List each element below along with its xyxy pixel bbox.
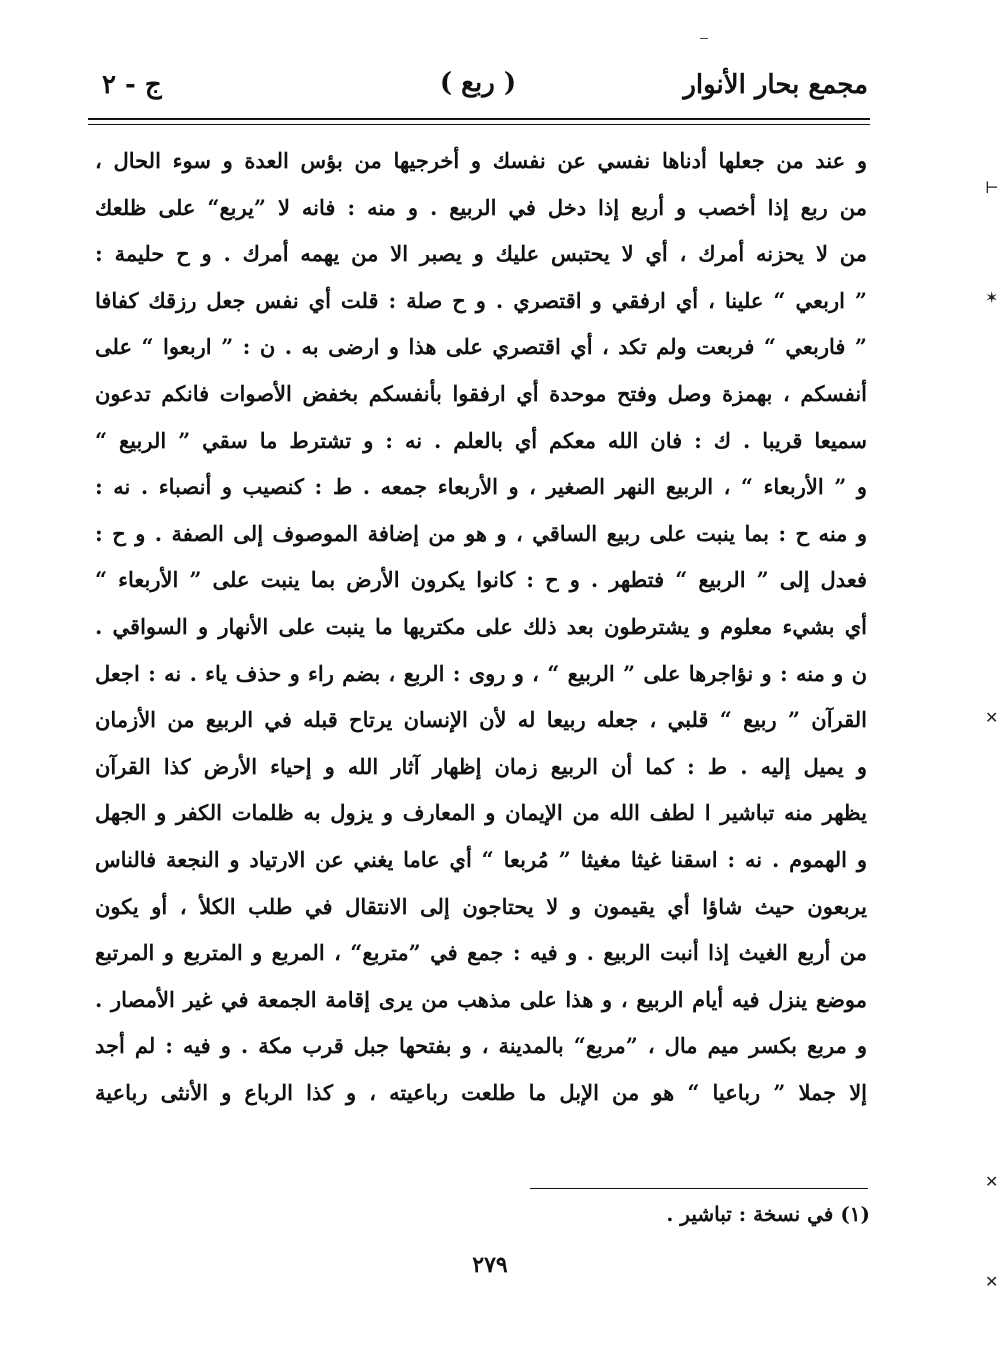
- header-rule-thick: [88, 118, 870, 120]
- margin-mark: ✕: [985, 708, 999, 727]
- text-line: سميعا قريبا . ك : فان الله معكم أي بالعلم . نه : و تشترط ما سقي ” الربيع “: [95, 427, 867, 453]
- page-number: ٢٧٩: [472, 1252, 508, 1278]
- text-line: أي بشيء معلوم و يشترطون بعد ذلك على مكتريها ما ينبت على الأنهار و السواقي .: [95, 613, 867, 639]
- text-line: من لا يحزنه أمرك ، أي لا يحتبس عليك و يصبر الا من يهمه أمرك . و ح حليمة :: [95, 241, 867, 267]
- text-line: و منه ح : بما ينبت على ربيع الساقي ، و هو من إضافة الموصوف إلى الصفة . و ح :: [95, 520, 867, 546]
- text-line: إلا جملا ” رباعيا “ هو من الإبل ما طلعت رباعيته ، و كذا الرباع و الأنثى رباعية: [95, 1079, 867, 1105]
- main-text: [95, 138, 867, 1116]
- text-line: القرآن ” ربيع “ قلبي ، جعله ربيعا له لأن الإنسان يرتاح قبله في الربيع من الأزمان: [95, 707, 867, 733]
- footnote-rule: [530, 1188, 868, 1189]
- entry-word: ( ربع ): [439, 68, 517, 98]
- text-line: أنفسكم ، بهمزة وصل وفتح موحدة أي ارفقوا بأنفسكم بخفض الأصوات فانكم تدعون: [95, 380, 867, 406]
- text-line: من ربع إذا أخصب و أربع إذا دخل في الربيع . و منه : فانه لا ”يربع“ على ظلعك: [95, 194, 867, 220]
- text-line: موضع ينزل فيه أيام الربيع ، و هذا على مذهب من يرى إقامة الجمعة في غير الأمصار .: [95, 986, 867, 1012]
- text-line: و عند من جعلها أدناها نفسي عن نفسك و أخرجيها من بؤس العدة و سوء الحال ،: [95, 148, 867, 173]
- text-line: فعدل إلى ” الربيع “ فتطهر . و ح : كانوا يكرون الأرض بما ينبت على ” الأربعاء “: [95, 567, 867, 593]
- text-line: و مربع بكسر ميم مال ، ”مربع“ بالمدينة ، و بفتحها جبل قرب مكة . و فيه : لم أجد: [95, 1033, 867, 1059]
- text-line: و الهموم . نه : اسقنا غيثا مغيثا ” مُربعا “ أي عاما يغني عن الارتياد و النجعة فالناس: [95, 846, 867, 872]
- text-line: من أربع الغيث إذا أنبت الربيع . و فيه : جمع في ”متربع“ ، المربع و المتربع و المرتبع: [95, 940, 867, 966]
- text-line: يربعون حيث شاؤا أي يقيمون و لا يحتاجون إلى الانتقال في طلب الكلأ ، أو يكون: [95, 893, 867, 919]
- volume-number: ج - ٢: [102, 70, 162, 100]
- scan-dash: [700, 38, 708, 39]
- text-line: ن و منه : و نؤاجرها على ” الربيع “ ، و روى : الربع ، بضم راء و حذف ياء . نه : اجعل: [95, 660, 867, 686]
- text-line: و يميل إليه . ط : كما أن الربيع زمان إظهار آثار الله و إحياء الأرض كذا القرآن: [95, 753, 867, 779]
- margin-mark: ⊢: [985, 178, 999, 197]
- margin-mark: ✶: [985, 288, 999, 307]
- margin-mark: ✕: [985, 1172, 999, 1191]
- margin-mark: ✕: [985, 1272, 999, 1291]
- book-title: مجمع بحار الأنوار: [683, 70, 868, 100]
- text-line: ” اربعي “ علينا ، أي ارفقي و اقتصري . و ح صلة : قلت أي نفس جعل رزقك كفافا: [95, 287, 867, 313]
- text-line: و ” الأربعاء “ ، الربيع النهر الصغير ، و الأربعاء جمعه . ط : كنصيب و أنصباء . نه :: [95, 474, 867, 500]
- footnote: (١) في نسخة : تباشير .: [666, 1202, 870, 1226]
- text-line: ” فاربعي “ فربعت ولم تكد ، أي اقتصري على هذا و ارضى به . ن : ” اربعوا “ على: [95, 334, 867, 360]
- text-line: يظهر منه تباشير ا لطف الله من الإيمان و المعارف و يزول به ظلمات الكفر و الجهل: [95, 800, 867, 826]
- page-header: [88, 60, 868, 120]
- header-rule-thin: [88, 124, 870, 125]
